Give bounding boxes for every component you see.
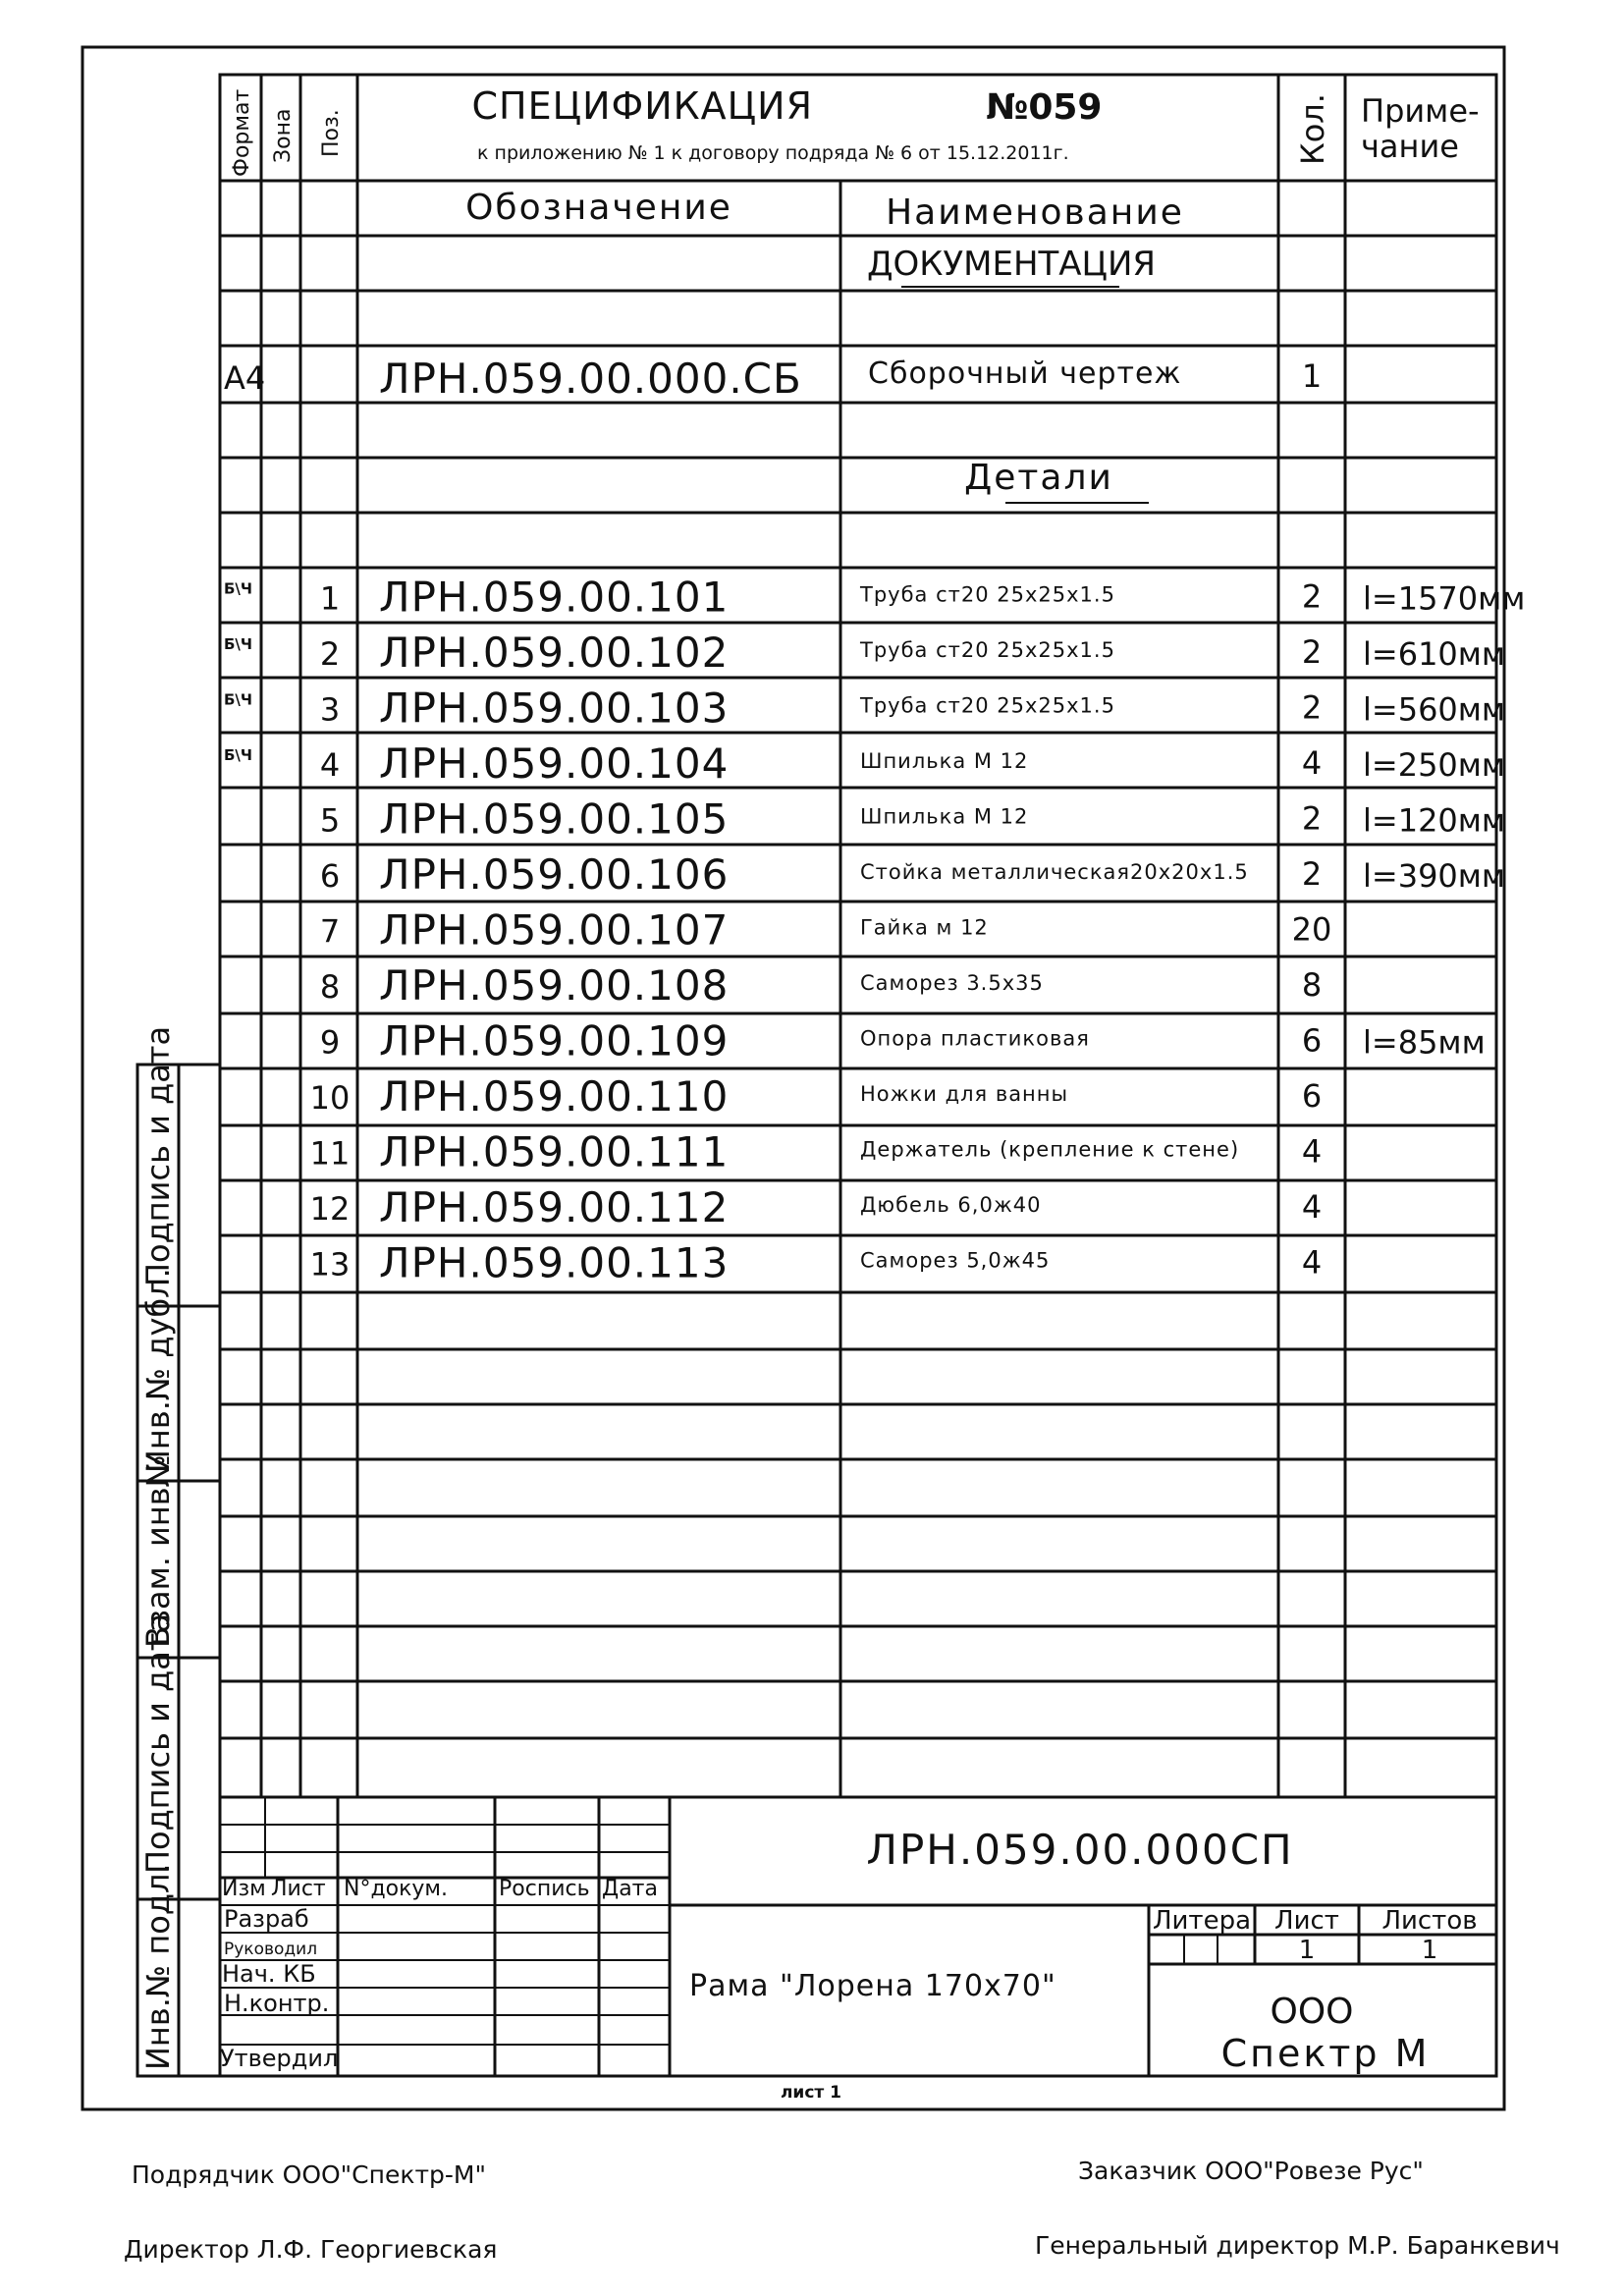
item-pos: 1: [319, 579, 341, 618]
col-qty-label: Кол.: [1294, 93, 1331, 165]
title-block-code: ЛРН.059.00.000СП: [866, 1826, 1294, 1874]
col-izm: Изм: [222, 1877, 266, 1901]
listov-label: Листов: [1381, 1906, 1478, 1936]
table-row: [310, 1128, 1323, 1176]
item-pos: 13: [309, 1245, 351, 1284]
footer-customer: Заказчик ООО"Ровезе Рус": [1078, 2157, 1424, 2185]
item-name: Саморез 5,0ж45: [860, 1248, 1051, 1273]
col-note-label-2: чание: [1361, 128, 1459, 165]
table-row: [224, 574, 1525, 622]
col-note-label-1: Приме-: [1361, 92, 1480, 130]
item-pos: 10: [309, 1079, 351, 1117]
doc-designation: ЛРН.059.00.000.СБ: [379, 355, 802, 403]
row-lines: [220, 291, 1496, 1738]
item-designation: ЛРН.059.00.101: [379, 573, 730, 622]
doc-qty: 1: [1301, 357, 1323, 395]
item-designation: ЛРН.059.00.106: [379, 850, 730, 899]
item-name: Саморез 3.5х35: [860, 971, 1044, 995]
item-name: Труба ст20 25х25х1.5: [860, 582, 1115, 607]
item-designation: ЛРН.059.00.102: [379, 629, 730, 677]
col-list: Лист: [271, 1877, 326, 1901]
item-pos: 6: [319, 857, 341, 895]
col-name-label: Наименование: [886, 192, 1184, 233]
table-row: [310, 1183, 1323, 1231]
item-note: l=1570мм: [1363, 579, 1526, 618]
item-pos: 4: [319, 746, 341, 784]
item-qty: 4: [1301, 1132, 1323, 1171]
table-row: [224, 629, 1505, 677]
item-designation: ЛРН.059.00.108: [379, 961, 730, 1010]
item-name: Стойка металлическая20х20х1.5: [860, 860, 1249, 884]
side-label-sign-date-2: Подпись и дата: [139, 1613, 177, 1874]
item-designation: ЛРН.059.00.104: [379, 739, 730, 788]
item-name: Шпилька М 12: [860, 804, 1029, 829]
item-qty: 2: [1301, 577, 1323, 616]
item-note: l=250мм: [1363, 746, 1506, 784]
table-row: [320, 795, 1505, 844]
table-row: [320, 1017, 1486, 1066]
item-name: Труба ст20 25х25х1.5: [860, 638, 1115, 662]
item-pos: 3: [319, 690, 341, 729]
item-note: l=390мм: [1363, 857, 1506, 895]
col-date: Дата: [602, 1877, 658, 1901]
page-label: лист 1: [780, 2083, 842, 2103]
item-name: Ножки для ванны: [860, 1082, 1069, 1106]
item-pos: 8: [319, 968, 341, 1006]
footer-general-director: Генеральный директор М.Р. Баранкевич: [1035, 2231, 1560, 2260]
item-note: l=85мм: [1363, 1023, 1486, 1062]
col-format-label: Формат: [230, 88, 254, 177]
col-pos-label: Поз.: [319, 109, 344, 157]
footer-contractor: Подрядчик ООО"Спектр-М": [132, 2160, 486, 2189]
section-parts: Детали: [964, 458, 1113, 498]
role-n-kontr: Н.контр.: [224, 1990, 330, 2017]
item-designation: ЛРН.059.00.111: [379, 1127, 730, 1176]
item-designation: ЛРН.059.00.103: [379, 683, 730, 733]
side-label-sign-date-1: Подпись и дата: [139, 1025, 177, 1286]
org-line-2: Спектр М: [1220, 2032, 1431, 2075]
item-format: Б\Ч: [224, 635, 253, 653]
item-qty: 6: [1301, 1021, 1323, 1060]
item-note: l=120мм: [1363, 801, 1506, 840]
footer-director: Директор Л.Ф. Георгиевская: [124, 2235, 498, 2264]
table-row: [224, 684, 1505, 733]
item-qty: 2: [1301, 633, 1323, 671]
item-qty: 2: [1301, 688, 1323, 727]
item-designation: ЛРН.059.00.113: [379, 1238, 730, 1287]
spec-subtitle: к приложению № 1 к договору подряда № 6 от 15.12.2011г.: [477, 142, 1069, 164]
item-qty: 8: [1301, 966, 1323, 1004]
col-designation-label: Обозначение: [465, 188, 732, 228]
item-pos: 2: [319, 635, 341, 673]
table-row: [310, 1239, 1323, 1287]
col-zone-label: Зона: [271, 108, 296, 163]
item-qty: 4: [1301, 1188, 1323, 1226]
listov-value: 1: [1421, 1936, 1438, 1965]
item-pos: 11: [309, 1134, 351, 1173]
item-designation: ЛРН.059.00.109: [379, 1016, 730, 1066]
item-name: Дюбель 6,0ж40: [860, 1193, 1042, 1217]
litera-label: Литера: [1152, 1906, 1252, 1936]
item-designation: ЛРН.059.00.107: [379, 905, 730, 955]
item-name: Гайка м 12: [860, 915, 989, 940]
org-line-1: ООО: [1270, 1992, 1354, 2032]
doc-format: А4: [224, 359, 266, 397]
role-rukovodil: Руководил: [224, 1940, 318, 1959]
item-name: Опора пластиковая: [860, 1026, 1090, 1051]
item-designation: ЛРН.059.00.112: [379, 1183, 730, 1231]
role-nach-kb: Нач. КБ: [222, 1960, 316, 1988]
item-pos: 12: [309, 1190, 351, 1228]
item-pos: 9: [319, 1023, 341, 1062]
list-value: 1: [1298, 1936, 1316, 1965]
product-name: Рама "Лорена 170х70": [689, 1969, 1056, 2003]
section-documentation: ДОКУМЕНТАЦИЯ: [866, 245, 1157, 284]
side-label-inv-dubl: Инв.№ дубл.: [139, 1268, 177, 1473]
item-note: l=610мм: [1363, 635, 1506, 673]
item-pos: 5: [319, 801, 341, 840]
item-qty: 4: [1301, 1243, 1323, 1282]
table-row: [320, 850, 1505, 899]
item-designation: ЛРН.059.00.110: [379, 1072, 730, 1121]
item-designation: ЛРН.059.00.105: [379, 794, 730, 844]
item-pos: 7: [319, 912, 341, 951]
item-qty: 2: [1301, 799, 1323, 838]
item-qty: 20: [1291, 910, 1332, 949]
side-label-vzam-inv: Взам. инв№: [139, 1454, 177, 1648]
item-name: Труба ст20 25х25х1.5: [860, 693, 1115, 718]
item-note: l=560мм: [1363, 690, 1506, 729]
item-name: Держатель (крепление к стене): [860, 1137, 1240, 1162]
item-qty: 2: [1301, 855, 1323, 893]
doc-name: Сборочный чертеж: [868, 356, 1182, 391]
table-row: [224, 739, 1505, 788]
item-format: Б\Ч: [224, 746, 253, 764]
spec-number: №059: [986, 87, 1103, 128]
item-name: Шпилька М 12: [860, 749, 1029, 773]
role-razrab: Разраб: [224, 1905, 309, 1933]
col-sign: Роспись: [499, 1877, 590, 1901]
item-qty: 4: [1301, 744, 1323, 782]
item-format: Б\Ч: [224, 690, 253, 709]
table-row: [320, 961, 1322, 1010]
col-ndoc: N°докум.: [344, 1877, 449, 1901]
table-row: [310, 1072, 1323, 1121]
table-row: [320, 906, 1332, 955]
list-label: Лист: [1274, 1906, 1339, 1936]
role-utverdil: Утвердил: [220, 2045, 339, 2072]
side-label-inv-podl: Инв.№ подл.: [139, 1863, 177, 2070]
spec-title: СПЕЦИФИКАЦИЯ: [471, 84, 813, 128]
item-format: Б\Ч: [224, 579, 253, 598]
item-qty: 6: [1301, 1077, 1323, 1115]
